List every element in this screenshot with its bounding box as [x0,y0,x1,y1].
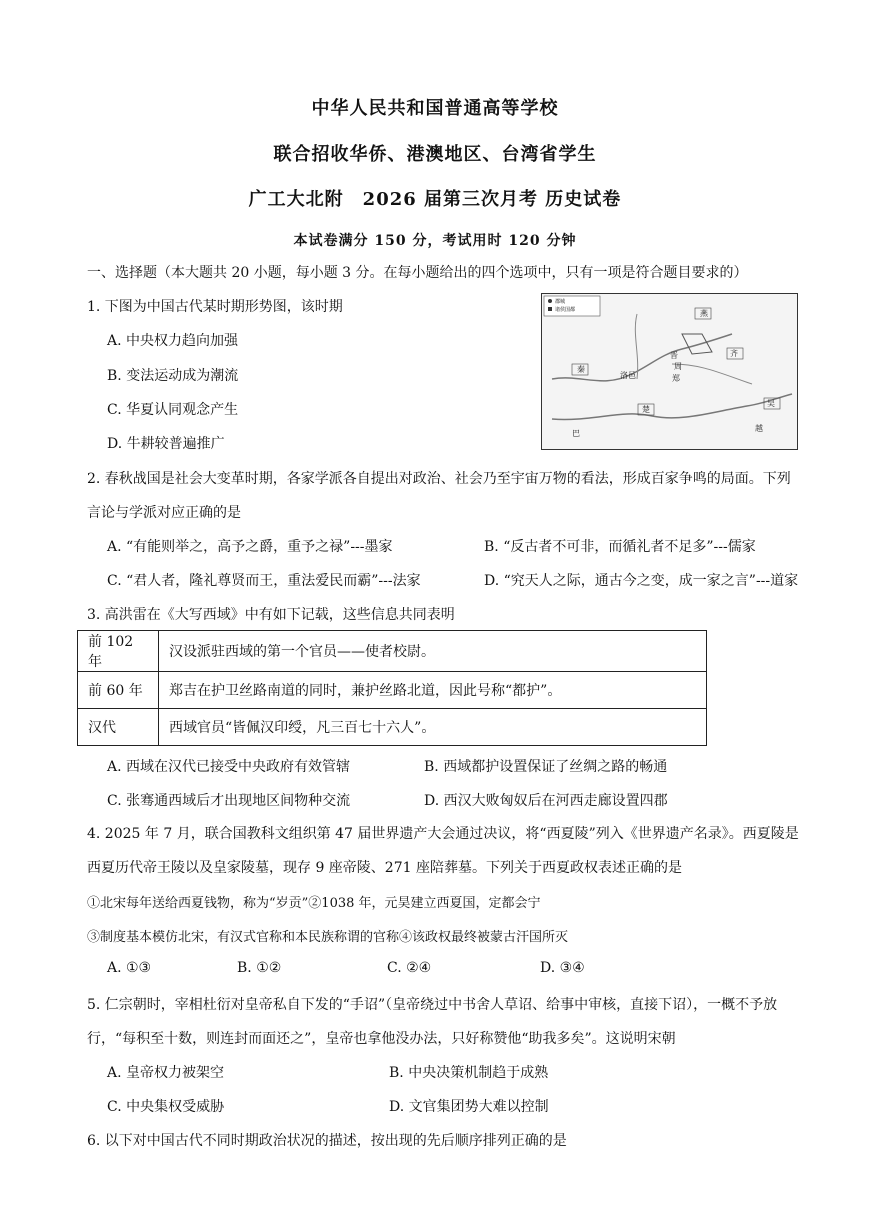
q5-option-c[interactable]: C. 中央集权受威胁 [107,1099,225,1115]
table-row [78,672,707,709]
exam-subtitle: 联合招收华侨、港澳地区、台湾省学生 [273,144,597,165]
map-label-zhou: 周 [674,362,682,371]
map-label-zheng: 郑 [672,374,680,383]
table-cell-year: 前 60 年 [78,672,159,709]
q6-stem: 6. 以下对中国古代不同时期政治状况的描述，按出现的先后顺序排列正确的是 [87,1133,567,1149]
q5-option-b[interactable]: B. 中央决策机制趋于成熟 [389,1065,549,1081]
q4-option-c[interactable]: C. ②④ [387,960,432,976]
legend-label-1: 郡城 [555,299,566,305]
q4-option-a[interactable]: A. ①③ [107,960,152,976]
q1-historical-map [541,293,798,450]
q4-option-b[interactable]: B. ①② [237,960,282,976]
map-legend [544,296,600,316]
map-label-jin: 晋 [670,351,678,360]
table-row [78,709,707,746]
table-cell-record: 郑吉在护卫丝路南道的同时，兼护丝路北道，因此号称“都护”。 [159,672,707,709]
q3-option-d[interactable]: D. 西汉大败匈奴后在河西走廊设置四郡 [424,793,668,809]
map-label-luoyi: 洛邑 [620,371,636,380]
map-label-yue: 越 [755,424,763,433]
exam-title: 广工大北附 2026 届第三次月考 历史试卷 [248,189,622,210]
q3-option-b[interactable]: B. 西域都护设置保证了丝绸之路的畅通 [424,759,668,775]
q5-stem-line2: 行，“每积至十数，则连封而面还之”，皇帝也拿他没办法，只好称赞他“助我多矣”。这说明宋朝 [87,1031,676,1047]
q5-stem-line1: 5. 仁宗朝时，宰相杜衍对皇帝私自下发的“手诏”（皇帝绕过中书舍人草诏、给事中审核，直接下诏），一概不予放 [87,997,778,1013]
q1-stem: 1. 下图为中国古代某时期形势图，该时期 [87,299,343,315]
map-figure [542,294,797,449]
table-cell-year: 汉代 [78,709,159,746]
school-title: 中华人民共和国普通高等学校 [311,98,559,119]
q1-option-c[interactable]: C. 华夏认同观念产生 [107,402,239,418]
q4-stem-line2: 西夏历代帝王陵以及皇家陵墓，现存 9 座帝陵、271 座陪葬墓。下列关于西夏政权表述正确的是 [87,860,682,876]
map-label-qi: 齐 [730,349,738,358]
map-label-qin: 秦 [577,365,585,374]
q4-statements-1: ①北宋每年送给西夏钱物，称为“岁贡”②1038 年，元昊建立西夏国，定都会宁 [87,896,541,911]
q3-option-c[interactable]: C. 张骞通西域后才出现地区间物种交流 [107,793,351,809]
q3-option-a[interactable]: A. 西域在汉代已接受中央政府有效管辖 [107,759,351,775]
q1-option-b[interactable]: B. 变法运动成为潮流 [107,368,239,384]
table-cell-record: 西域官员“皆佩汉印绶，凡三百七十六人”。 [159,709,707,746]
q1-option-d[interactable]: D. 牛耕较普遍推广 [107,436,225,452]
q4-statements-2: ③制度基本模仿北宋，有汉式官称和本民族称谓的官称④该政权最终被蒙古汗国所灭 [87,930,569,945]
q4-option-d[interactable]: D. ③④ [540,960,585,976]
q5-option-d[interactable]: D. 文官集团势大难以控制 [389,1099,549,1115]
table-cell-record: 汉设派驻西域的第一个官员——使者校尉。 [159,631,707,672]
q3-stem: 3. 高洪雷在《大写西域》中有如下记载，这些信息共同表明 [87,607,455,623]
map-label-ba: 巴 [572,429,580,438]
q5-option-a[interactable]: A. 皇帝权力被架空 [107,1065,225,1081]
table-cell-year: 前 102 年 [78,631,159,672]
q1-option-a[interactable]: A. 中央权力趋向加强 [107,333,239,349]
section-heading: 一、选择题（本大题共 20 小题，每小题 3 分。在每小题给出的四个选项中，只有一项是符合题目要求的） [87,265,748,281]
q2-option-b[interactable]: B. “反古者不可非，而循礼者不足多”---儒家 [484,539,756,555]
legend-label-2: 诸侯国都 [555,307,576,313]
map-label-yan: 燕 [700,309,708,318]
q2-option-d[interactable]: D. “究天人之际，通古今之变，成一家之言”---道家 [484,573,799,589]
exam-info: 本试卷满分 150 分，考试用时 120 分钟 [293,233,577,249]
map-label-wu: 吴 [767,399,775,408]
q3-records-table [77,630,707,746]
q2-stem-line1: 2. 春秋战国是社会大变革时期，各家学派各自提出对政治、社会乃至宇宙万物的看法，形成百家争鸣的局面。下列 [87,471,791,487]
q2-option-a[interactable]: A. “有能则举之，高予之爵，重予之禄”---墨家 [107,539,393,555]
q2-stem-line2: 言论与学派对应正确的是 [87,505,241,521]
q4-stem-line1: 4. 2025 年 7 月，联合国教科文组织第 47 届世界遗产大会通过决议，将“西夏陵”列入《世界遗产名录》。西夏陵是 [87,826,799,842]
q2-option-c[interactable]: C. “君人者，隆礼尊贤而王，重法爱民而霸”---法家 [107,573,421,589]
table-row [78,631,707,672]
map-label-chu: 楚 [642,405,650,414]
